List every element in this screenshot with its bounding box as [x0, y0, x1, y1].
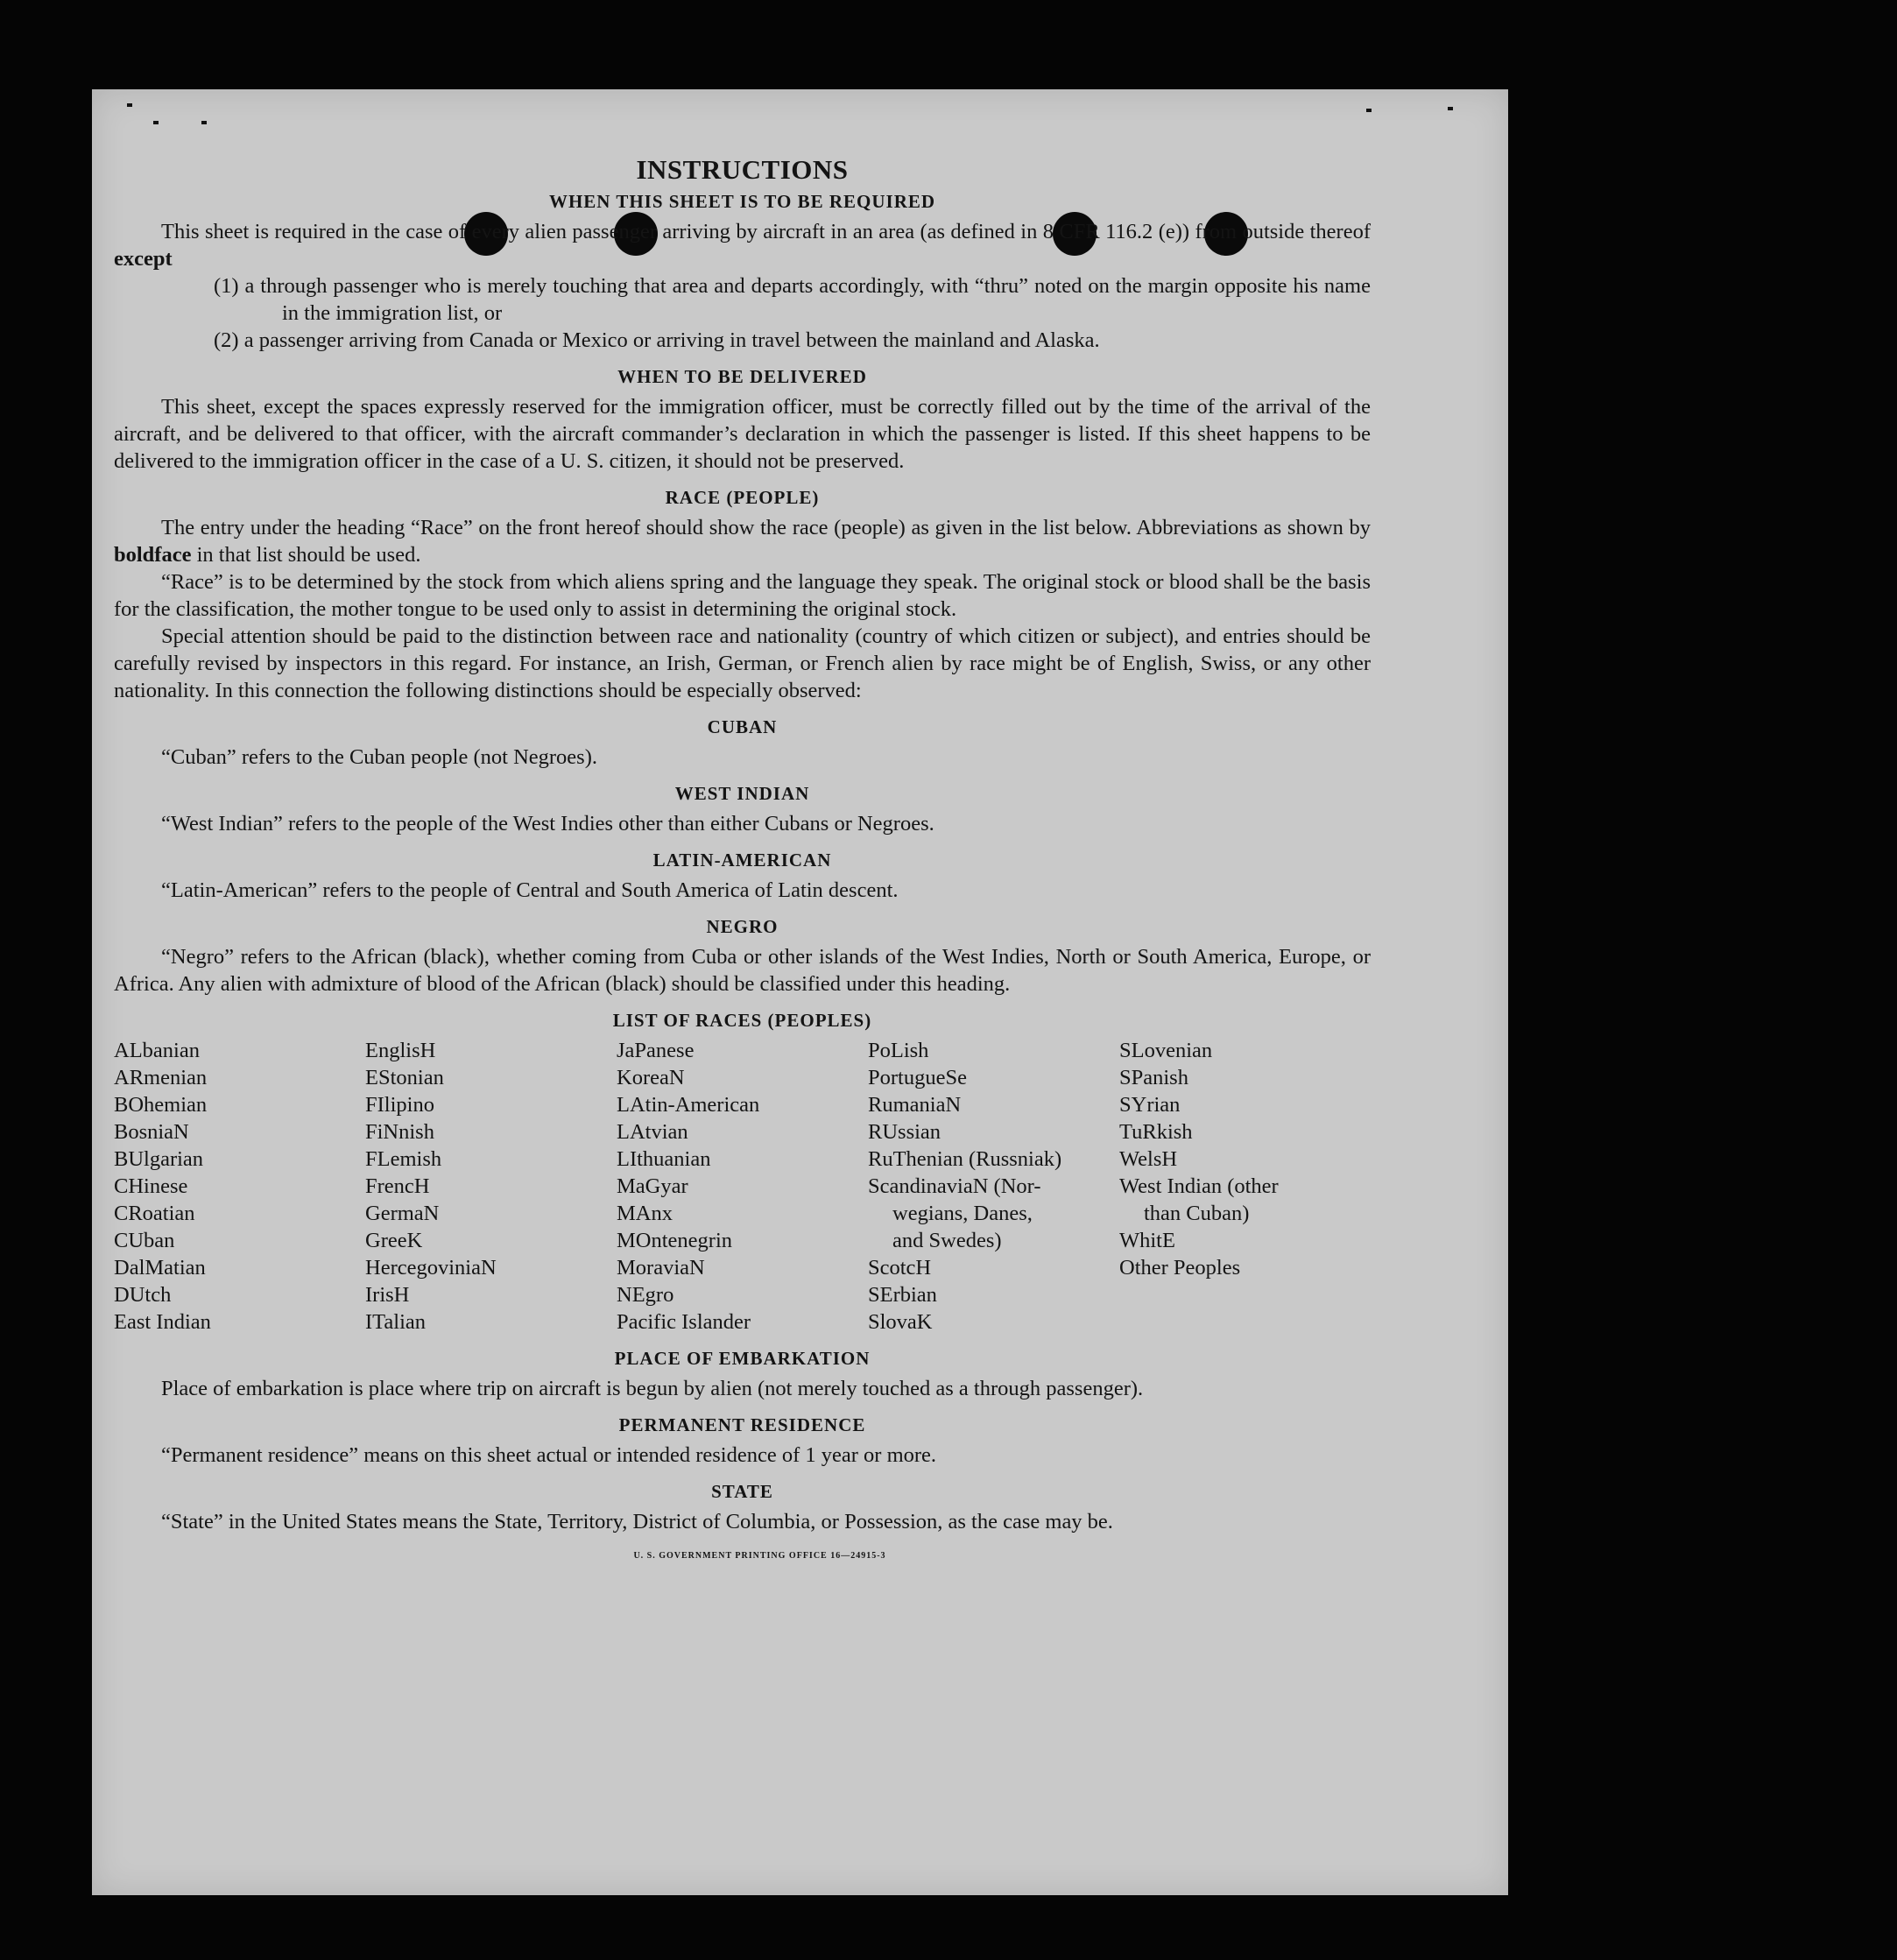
race-item: EnglisH — [365, 1039, 436, 1062]
race-paragraph-1 — [114, 514, 1371, 568]
race-item: NEgro — [617, 1283, 674, 1307]
race-item: GermaN — [365, 1202, 440, 1225]
delivered-paragraph: This sheet, except the spaces expressly reserved for the immigration officer, must be correctly filled out by the time of the arrival of the aircraft, and be delivered to that officer, with the aircraft commander’s declaration in which the passenger is listed. If this sheet happens to be delivered to the immigration officer in the case of a U. S. citizen, it should not be preserved. — [114, 395, 1371, 473]
except-bold: except — [114, 247, 173, 271]
race-item: SlovaK — [868, 1310, 933, 1334]
race-paragraph-3: Special attention should be paid to the distinction between race and nationality (country of which citizen or subject), and entries should be carefully revised by inspectors in this regard. For instance, an Irish, German, or French alien by race might be of English, Swiss, or any other nationality. In this connection the following distinctions should be especially observed: — [114, 624, 1371, 702]
section-heading-west-indian: WEST INDIAN — [674, 783, 810, 804]
scan-speck — [1448, 107, 1453, 110]
scan-speck — [153, 121, 159, 124]
race-item: WhitE — [1119, 1229, 1175, 1252]
race-item: ALbanian — [114, 1039, 200, 1062]
race-item-continued: and Swedes) — [892, 1229, 1002, 1252]
race-item: KoreaN — [617, 1066, 685, 1089]
race-item: BosniaN — [114, 1120, 189, 1144]
race-item: West Indian (other — [1119, 1174, 1279, 1198]
race-text-b: in that list should be used. — [196, 543, 421, 567]
race-paragraph-2: “Race” is to be determined by the stock from which aliens spring and the language they speak. The original stock or blood shall be the basis for the classification, the mother tongue to be used only to assist in determining the original stock. — [114, 570, 1371, 621]
race-item: HercegoviniaN — [365, 1256, 497, 1280]
race-item: GreeK — [365, 1229, 423, 1252]
race-item: WelsH — [1119, 1147, 1178, 1171]
race-item: Pacific Islander — [617, 1310, 751, 1334]
race-item: FrencH — [365, 1174, 430, 1198]
clause-through-passenger: (1) a through passenger who is merely touching that area and departs accordingly, with “thru” noted on the margin opposite his name in the immigration list, or — [214, 274, 1371, 325]
section-heading-embarkation: PLACE OF EMBARKATION — [614, 1348, 871, 1369]
race-item: EStonian — [365, 1066, 444, 1089]
race-item: LAtvian — [617, 1120, 688, 1144]
clause-canada-mexico: (2) a passenger arriving from Canada or Mexico or arriving in travel between the mainland and Alaska. — [214, 328, 1100, 352]
race-item: CUban — [114, 1229, 175, 1252]
instructions-content — [114, 154, 1371, 1561]
race-item: SPanish — [1119, 1066, 1188, 1089]
race-item: BUlgarian — [114, 1147, 204, 1171]
race-item: RuThenian (Russniak) — [868, 1147, 1062, 1171]
race-item: Other Peoples — [1119, 1256, 1241, 1280]
cuban-paragraph: “Cuban” refers to the Cuban people (not Negroes). — [161, 745, 597, 769]
races-column-5 — [1119, 1037, 1371, 1336]
section-heading-latin-american: LATIN-AMERICAN — [652, 850, 832, 871]
embarkation-paragraph: Place of embarkation is place where trip on aircraft is begun by alien (not merely touched as a through passenger). — [161, 1377, 1144, 1400]
races-column-3 — [617, 1037, 868, 1336]
race-item: RUssian — [868, 1120, 941, 1144]
race-item: PortugueSe — [868, 1066, 967, 1089]
required-paragraph — [114, 218, 1371, 272]
race-item: BOhemian — [114, 1093, 208, 1117]
section-heading-cuban: CUBAN — [707, 716, 778, 737]
race-item: SErbian — [868, 1283, 937, 1307]
printing-office-footer: U. S. GOVERNMENT PRINTING OFFICE 16—24915-3 — [633, 1551, 886, 1561]
race-item: DUtch — [114, 1283, 172, 1307]
page-title: INSTRUCTIONS — [636, 154, 849, 185]
scan-speck — [127, 103, 132, 107]
scan-speck — [1366, 109, 1372, 112]
race-item: SLovenian — [1119, 1039, 1213, 1062]
race-item: ARmenian — [114, 1066, 208, 1089]
scan-speck — [201, 121, 207, 124]
race-item: ScandinaviaN (Nor- — [868, 1174, 1041, 1198]
section-heading-state: STATE — [711, 1481, 773, 1502]
race-item: FIlipino — [365, 1093, 434, 1117]
race-item: MOntenegrin — [617, 1229, 732, 1252]
race-item: CRoatian — [114, 1202, 195, 1225]
section-heading-races-list: LIST OF RACES (PEOPLES) — [612, 1010, 872, 1031]
race-text-a: The entry under the heading “Race” on the front hereof should show the race (people) as given in the list below. Abbreviations as shown by — [161, 516, 1371, 539]
west-indian-paragraph: “West Indian” refers to the people of the West Indies other than either Cubans or Negroes. — [161, 812, 934, 835]
section-heading-when-delivered: WHEN TO BE DELIVERED — [617, 366, 867, 387]
race-item-continued: than Cuban) — [1144, 1202, 1250, 1225]
race-item: LAtin-American — [617, 1093, 760, 1117]
race-item: JaPanese — [617, 1039, 695, 1062]
race-item: East Indian — [114, 1310, 211, 1334]
race-item: MaGyar — [617, 1174, 688, 1198]
race-item: PoLish — [868, 1039, 929, 1062]
section-heading-negro: NEGRO — [706, 916, 779, 937]
races-column-4 — [868, 1037, 1119, 1336]
section-heading-when-required: WHEN THIS SHEET IS TO BE REQUIRED — [548, 191, 936, 212]
required-text: This sheet is required in the case of every alien passenger arriving by aircraft in an area (as defined in 8 CFR 116.2 (e)) from outside thereof — [161, 220, 1371, 243]
race-item: TuRkish — [1119, 1120, 1193, 1144]
race-item: CHinese — [114, 1174, 188, 1198]
section-heading-race: RACE (PEOPLE) — [665, 487, 820, 508]
race-item: IrisH — [365, 1283, 410, 1307]
section-heading-residence: PERMANENT RESIDENCE — [618, 1414, 866, 1435]
race-item-continued: wegians, Danes, — [892, 1202, 1033, 1225]
race-item: ITalian — [365, 1310, 427, 1334]
races-list — [114, 1037, 1371, 1336]
race-item: FiNnish — [365, 1120, 434, 1144]
residence-paragraph: “Permanent residence” means on this sheet actual or intended residence of 1 year or more. — [161, 1443, 937, 1467]
race-item: FLemish — [365, 1147, 442, 1171]
race-item: LIthuanian — [617, 1147, 711, 1171]
race-item: MAnx — [617, 1202, 673, 1225]
race-item: RumaniaN — [868, 1093, 962, 1117]
latin-american-paragraph: “Latin-American” refers to the people of Central and South America of Latin descent. — [161, 878, 899, 902]
races-column-2 — [365, 1037, 617, 1336]
race-item: SYrian — [1119, 1093, 1181, 1117]
race-item: ScotcH — [868, 1256, 932, 1280]
race-item: DalMatian — [114, 1256, 206, 1280]
race-item: MoraviaN — [617, 1256, 705, 1280]
boldface-bold: boldface — [114, 543, 192, 567]
state-paragraph: “State” in the United States means the State, Territory, District of Columbia, or Possession, as the case may be. — [161, 1510, 1113, 1533]
negro-paragraph: “Negro” refers to the African (black), whether coming from Cuba or other islands of the West Indies, North or South America, Europe, or Africa. Any alien with admixture of blood of the African (black) should be classified under this heading. — [114, 945, 1371, 996]
races-column-1 — [114, 1037, 365, 1336]
